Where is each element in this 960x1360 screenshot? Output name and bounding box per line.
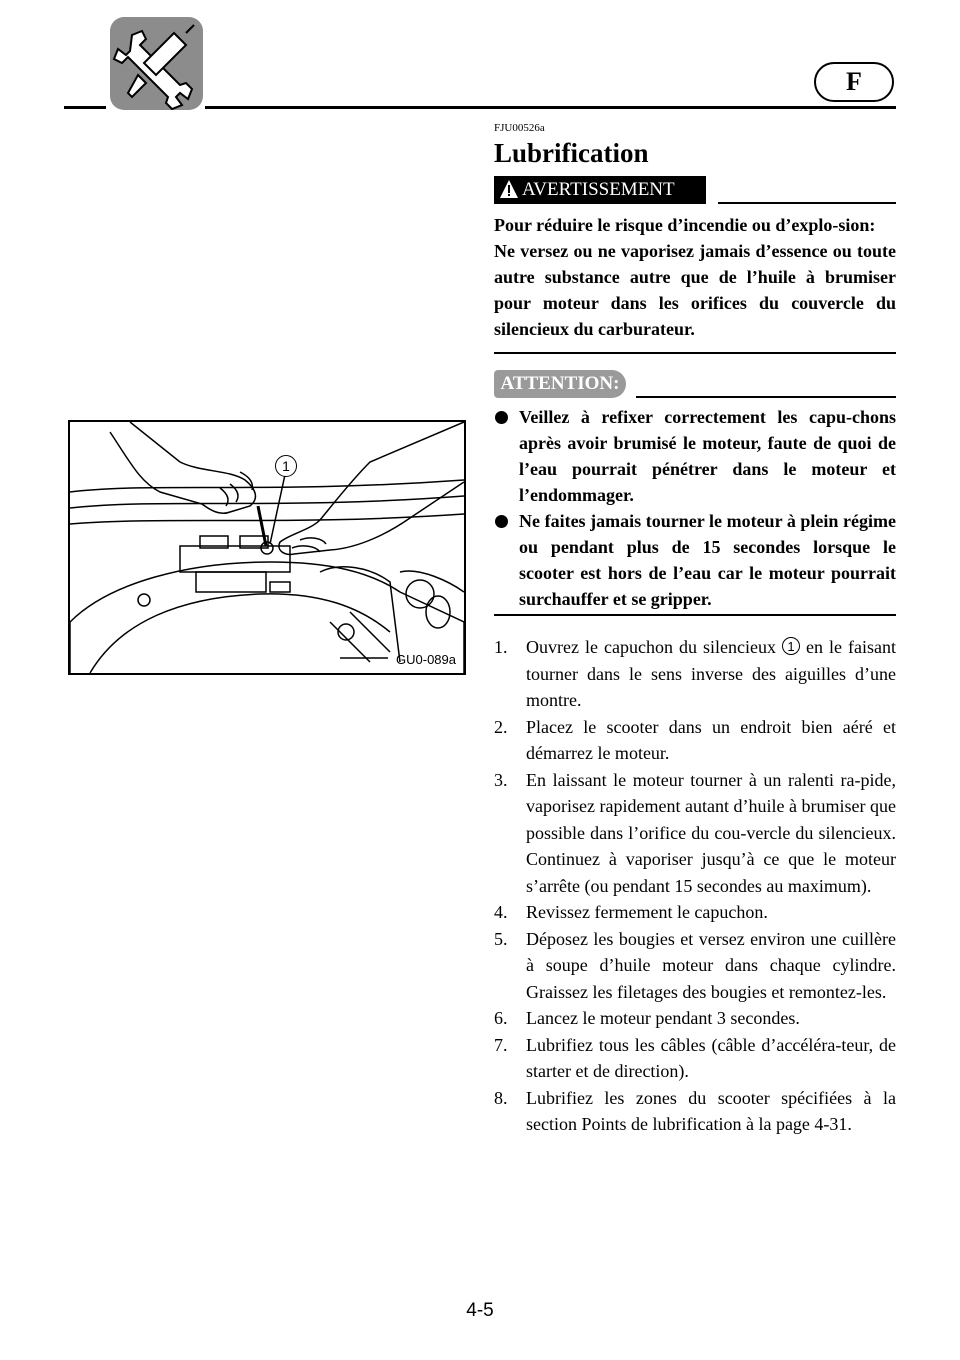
step-text: Revissez fermement le capuchon. xyxy=(526,902,768,922)
warning-bottom-rule xyxy=(494,352,896,354)
step-text: en le faisant tourner dans le sens inverse des aiguilles d’une montre. xyxy=(526,637,896,710)
warning-label-text: AVERTISSEMENT xyxy=(522,179,675,200)
caution-item-text: Veillez à refixer correctement les capu-chons après avoir brumisé le moteur, faute de quoi de l’eau pourrait pénétrer dans le moteur et l’endommager. xyxy=(519,407,896,505)
callout-marker: 1 xyxy=(782,637,800,655)
section-code: FJU00526a xyxy=(494,122,545,134)
warning-triangle-icon xyxy=(499,179,519,199)
bullet xyxy=(495,411,508,424)
procedure-steps xyxy=(494,634,896,1138)
caution-item xyxy=(494,508,896,612)
section-title: Lubrification xyxy=(494,138,649,168)
language-badge: F xyxy=(814,62,894,102)
step-text: Lubrifiez les zones du scooter spécifiées à la section Points de lubrification à la page 4-31. xyxy=(526,1087,896,1134)
header-rule-left xyxy=(64,106,106,109)
step-item xyxy=(494,1032,896,1085)
step-number: 1. xyxy=(494,637,508,657)
warning-text xyxy=(494,212,896,342)
step-text: Lancez le moteur pendant 3 secondes. xyxy=(526,1008,800,1028)
caution-item xyxy=(494,404,896,508)
warning-top-rule xyxy=(718,202,896,204)
step-number: 3. xyxy=(494,769,508,790)
warning-label xyxy=(494,176,706,204)
caution-item-text: Ne faites jamais tourner le moteur à plein régime ou pendant plus de 15 secondes lorsque le scooter est hors de l’eau car le moteur pourrait surchauffer et se gripper. xyxy=(519,511,896,609)
step-text: Ouvrez le capuchon du silencieux xyxy=(526,637,782,657)
warning-line: Ne versez ou ne vaporisez jamais d’essence ou toute autre substance autre que de l’huile à brumiser pour moteur dans les orifices du couvercle du silencieux du carburateur. xyxy=(494,241,896,339)
step-item xyxy=(494,634,896,714)
caution-label: ATTENTION: xyxy=(494,370,626,398)
header-rule-right xyxy=(205,106,896,109)
caution-bottom-rule xyxy=(494,614,896,616)
step-number: 8. xyxy=(494,1087,508,1108)
step-text: Lubrifiez tous les câbles (câble d’accéléra-teur, de starter et de direction). xyxy=(526,1034,896,1081)
step-item xyxy=(494,1085,896,1138)
figure-callout: 1 xyxy=(275,455,297,477)
engine-illustration xyxy=(70,422,464,673)
step-number: 6. xyxy=(494,1008,508,1028)
step-number: 7. xyxy=(494,1034,508,1055)
step-number: 5. xyxy=(494,928,508,949)
step-item xyxy=(494,767,896,900)
figure-illustration xyxy=(68,420,466,675)
step-text: Déposez les bougies et versez environ une cuillère à soupe d’huile moteur dans chaque cylindre. Graissez les filetages des bougies et remontez-les. xyxy=(526,928,896,1002)
step-item xyxy=(494,714,896,767)
page-number: 4-5 xyxy=(466,1300,494,1321)
step-number: 2. xyxy=(494,716,508,737)
step-item xyxy=(494,926,896,1006)
bullet xyxy=(495,515,508,528)
tools-icon xyxy=(110,17,203,110)
figure-code: GU0-089a xyxy=(396,652,456,667)
caution-list xyxy=(494,404,896,612)
step-item xyxy=(494,899,896,926)
caution-top-rule xyxy=(636,396,896,398)
step-number: 4. xyxy=(494,902,508,922)
warning-line: Pour réduire le risque d’incendie ou d’explo-sion: xyxy=(494,215,876,235)
step-text: Placez le scooter dans un endroit bien aéré et démarrez le moteur. xyxy=(526,716,896,763)
step-item xyxy=(494,1005,896,1032)
step-text: En laissant le moteur tourner à un ralenti ra-pide, vaporisez rapidement autant d’huile à brumiser que possible dans l’orifice du cou-vercle du silencieux. Continuez à vaporiser jusqu’à ce que le moteur s’arrête (ou pendant 15 secondes au maximum). xyxy=(526,769,896,896)
